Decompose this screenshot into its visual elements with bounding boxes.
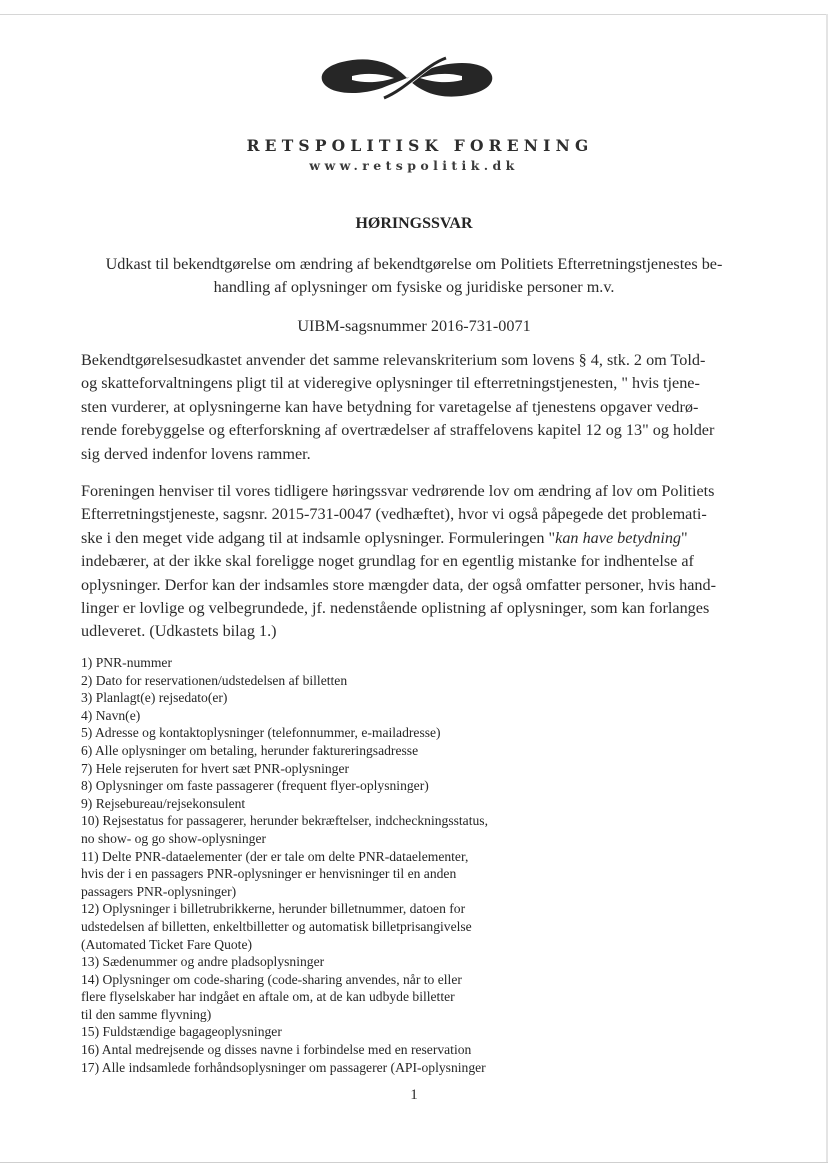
list-item: 6) Alle oplysninger om betaling, herunder faktureringsadresse xyxy=(81,742,419,758)
list-item: passagers PNR-oplysninger) xyxy=(81,883,237,899)
organization-name: RETSPOLITISK FORENING xyxy=(246,136,594,155)
list-item: hvis der i en passagers PNR-oplysninger er henvisninger til en anden xyxy=(81,866,457,882)
paragraph-line: Efterretningstjeneste, sagsnr. 2015-731-0047 (vedhæftet), hvor vi også påpegede det problemati- xyxy=(81,505,707,524)
paragraph-line: sig derved indenfor lovens rammer. xyxy=(81,444,311,463)
paragraph-line: linger er lovlige og velbegrundede, jf. nedenstående oplistning af oplysninger, som kan forlanges xyxy=(81,599,710,618)
organization-website: www.retspolitik.dk xyxy=(309,158,519,173)
list-item: 11) Delte PNR-dataelementer (der er tale om delte PNR-dataelementer, xyxy=(81,848,469,864)
paragraph-line: rende forebyggelse og efterforskning af overtrædelser af straffelovens kapitel 12 og 13" og holder xyxy=(81,421,715,440)
list-item: no show- og go show-oplysninger xyxy=(81,830,267,846)
list-item: 9) Rejsebureau/rejsekonsulent xyxy=(81,795,246,811)
paragraph-line: og skatteforvaltningens pligt til at videregive oplysninger til efterretningstjenesten, " hvis tjene- xyxy=(81,374,700,393)
list-item: 2) Dato for reservationen/udstedelsen af billetten xyxy=(81,672,348,688)
document-subtitle xyxy=(80,253,748,299)
list-item: 5) Adresse og kontaktoplysninger (telefonnummer, e-mailadresse) xyxy=(81,725,441,741)
paragraph-line: sten vurderer, at oplysningerne kan have betydning for varetagelse af tjenestens opgaver vedrø- xyxy=(81,397,699,416)
list-item: til den samme flyvning) xyxy=(81,1006,212,1022)
subtitle-line: Udkast til bekendtgørelse om ændring af bekendtgørelse om Politiets Efterretningstjenestes be- xyxy=(105,255,723,273)
emphasized-phrase: kan have betydning xyxy=(555,528,682,547)
list-item: flere flyselskaber har indgået en aftale om, at de kan udbyde billetter xyxy=(81,989,455,1005)
list-item: 3) Planlagt(e) rejsedato(er) xyxy=(81,690,228,706)
scan-edge-bottom xyxy=(0,1162,828,1163)
list-item: 4) Navn(e) xyxy=(81,707,141,723)
list-item: 17) Alle indsamlede forhåndsoplysninger om passagerer (API-oplysninger xyxy=(81,1059,486,1075)
paragraph-text: ske i den meget vide adgang til at indsamle oplysninger. Formuleringen " xyxy=(81,528,556,547)
document-heading: HØRINGSSVAR xyxy=(355,215,473,232)
paragraph-line: oplysninger. Derfor kan der indsamles store mængder data, der også omfatter personer, hvis hand- xyxy=(81,575,716,594)
list-item: udstedelsen af billetten, enkeltbilletter og automatisk billetprisangivelse xyxy=(81,918,472,934)
page-number: 1 xyxy=(410,1087,418,1103)
list-item: 8) Oplysninger om faste passagerer (frequent flyer-oplysninger) xyxy=(81,778,429,794)
list-item: 10) Rejsestatus for passagerer, herunder bekræftelser, indcheckningsstatus, xyxy=(81,813,488,829)
list-item: 7) Hele rejseruten for hvert sæt PNR-oplysninger xyxy=(81,760,350,776)
paragraph-2 xyxy=(81,480,741,644)
pnr-data-list xyxy=(81,654,581,1076)
list-item: 1) PNR-nummer xyxy=(81,655,172,670)
list-item: (Automated Ticket Fare Quote) xyxy=(81,936,253,952)
case-number: UIBM-sagsnummer 2016-731-0071 xyxy=(297,317,531,335)
paragraph-line xyxy=(81,527,741,550)
scan-edge-top xyxy=(0,14,828,15)
paragraph-line: indebærer, at der ikke skal foreligge noget grundlag for en egentlig mistanke for indhentelse af xyxy=(81,552,694,571)
paragraph-line: Bekendtgørelsesudkastet anvender det samme relevanskriterium som lovens § 4, stk. 2 om Told- xyxy=(81,351,706,369)
paragraph-line: udleveret. (Udkastets bilag 1.) xyxy=(81,622,277,641)
subtitle-line: handling af oplysninger om fysiske og juridiske personer m.v. xyxy=(213,278,615,296)
paragraph-line: Foreningen henviser til vores tidligere høringssvar vedrørende lov om ændring af lov om Politiets xyxy=(81,482,715,500)
list-item: 16) Antal medrejsende og disses navne i forbindelse med en reservation xyxy=(81,1042,472,1058)
paragraph-text: " xyxy=(681,528,688,547)
list-item: 14) Oplysninger om code-sharing (code-sharing anvendes, når to eller xyxy=(81,971,462,987)
paragraph-1 xyxy=(81,349,741,466)
list-item: 12) Oplysninger i billetrubrikkerne, herunder billetnummer, datoen for xyxy=(81,901,466,917)
list-item: 13) Sædenummer og andre pladsoplysninger xyxy=(81,954,325,970)
list-item: 15) Fuldstændige bagageoplysninger xyxy=(81,1024,282,1040)
infinity-logo-icon xyxy=(312,48,502,108)
